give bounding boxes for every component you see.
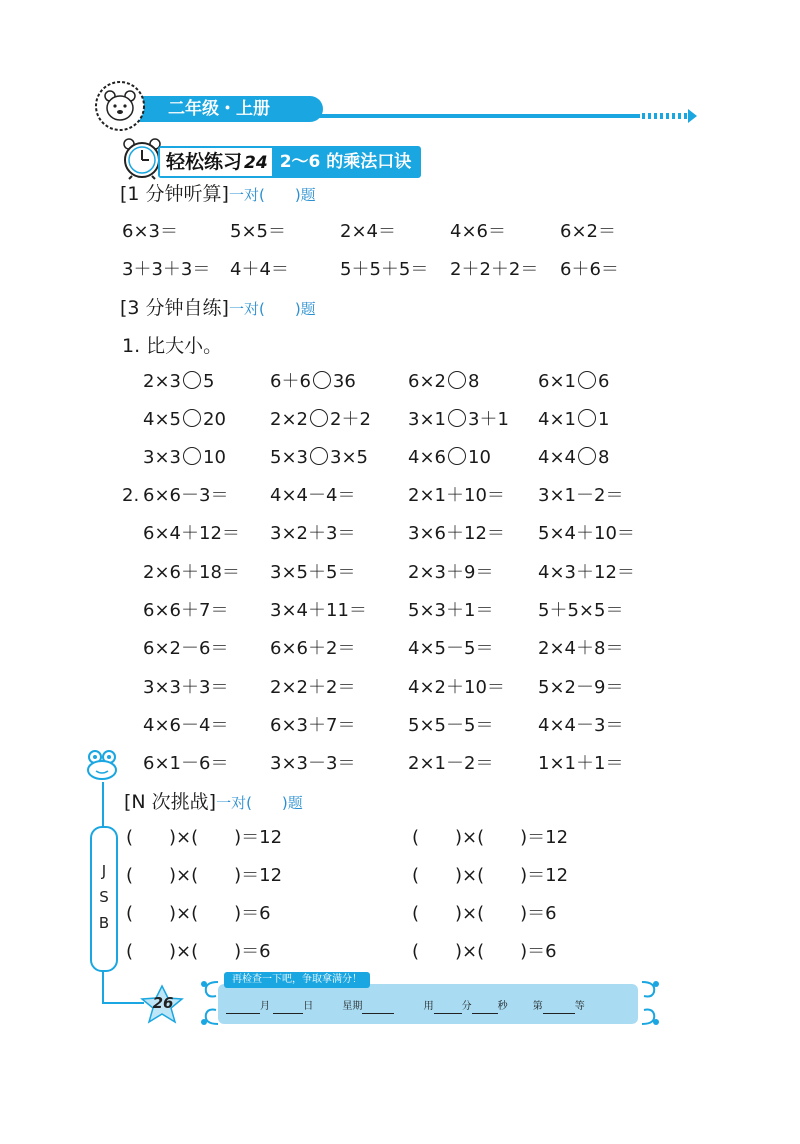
listening-problem[interactable]: 6×3＝ <box>122 221 178 242</box>
practice-heading: [3 分钟自练] <box>120 297 229 319</box>
compare-left: 2×2 <box>270 409 308 430</box>
calc-problem[interactable]: 6×3＋7＝ <box>270 715 356 736</box>
month-label: 月 <box>260 1001 270 1012</box>
practice-heading-row <box>120 296 316 321</box>
compare-problem[interactable] <box>143 370 214 394</box>
challenge-problem[interactable]: ( )×( )＝12 <box>412 827 569 848</box>
compare-problem[interactable] <box>408 370 479 394</box>
listening-problem[interactable]: 6×2＝ <box>560 221 616 242</box>
calc-problem[interactable]: 6×4＋12＝ <box>143 523 240 544</box>
lesson-topic: 2～6 的乘法口诀 <box>272 148 420 176</box>
listening-problem[interactable]: 5＋5＋5＝ <box>340 259 429 280</box>
compare-circle-blank[interactable] <box>183 409 201 427</box>
calc-problem[interactable]: 3×3－3＝ <box>270 753 356 774</box>
challenge-counter: 一对( )题 <box>216 794 303 812</box>
calc-problem[interactable]: 2×2＋2＝ <box>270 677 356 698</box>
calc-problem[interactable]: 4×2＋10＝ <box>408 677 505 698</box>
compare-problem[interactable] <box>538 446 609 470</box>
question-2-label: 2. <box>122 485 140 506</box>
compare-right: 2＋2 <box>330 409 371 430</box>
header-dash <box>642 113 688 119</box>
compare-left: 6＋6 <box>270 371 311 392</box>
compare-circle-blank[interactable] <box>448 447 466 465</box>
challenge-problem[interactable]: ( )×( )＝6 <box>126 941 271 962</box>
compare-problem[interactable] <box>538 370 609 394</box>
header-title: 二年级・上册 <box>168 99 270 119</box>
rank-blank[interactable] <box>543 1002 575 1014</box>
calc-problem[interactable]: 6×6＋7＝ <box>143 600 229 621</box>
side-line <box>102 970 104 1004</box>
compare-circle-blank[interactable] <box>310 409 328 427</box>
record-fields <box>226 1000 585 1014</box>
weekday-label: 星期 <box>342 1001 363 1012</box>
compare-circle-blank[interactable] <box>448 371 466 389</box>
compare-circle-blank[interactable] <box>183 447 201 465</box>
calc-problem[interactable]: 6×6－3＝ <box>143 485 229 506</box>
listening-counter: 一对( )题 <box>228 186 316 204</box>
listening-problem[interactable]: 2×4＝ <box>340 221 396 242</box>
compare-problem[interactable] <box>408 408 509 432</box>
day-blank[interactable] <box>273 1002 303 1014</box>
compare-right: 8 <box>598 447 610 468</box>
minutes-label: 分 <box>461 1001 472 1012</box>
listening-problem[interactable]: 2＋2＋2＝ <box>450 259 539 280</box>
month-blank[interactable] <box>226 1002 260 1014</box>
compare-problem[interactable] <box>143 446 226 470</box>
practice-counter: 一对( )题 <box>228 300 316 318</box>
compare-left: 4×5 <box>143 409 181 430</box>
day-label: 日 <box>303 1001 314 1012</box>
listening-heading: [1 分钟听算] <box>120 183 229 205</box>
header-line <box>300 114 640 118</box>
lesson-name-text: 轻松练习 <box>166 151 243 173</box>
weekday-blank[interactable] <box>362 1002 394 1014</box>
calc-problem[interactable]: 3×5＋5＝ <box>270 562 356 583</box>
listening-problem[interactable]: 3＋3＋3＝ <box>122 259 211 280</box>
compare-circle-blank[interactable] <box>448 409 466 427</box>
calc-problem[interactable]: 1×1＋1＝ <box>538 753 624 774</box>
compare-right: 36 <box>332 371 356 392</box>
listening-problem[interactable]: 4×6＝ <box>450 221 506 242</box>
compare-circle-blank[interactable] <box>313 371 331 389</box>
compare-problem[interactable] <box>143 408 226 432</box>
lesson-title <box>158 146 421 178</box>
calc-problem[interactable]: 5×5－5＝ <box>408 715 494 736</box>
challenge-problem[interactable]: ( )×( )＝12 <box>126 827 283 848</box>
rank-label: 第 <box>532 1001 543 1012</box>
compare-right: 1 <box>598 409 610 430</box>
challenge-heading: [N 次挑战] <box>124 791 217 813</box>
calc-problem[interactable]: 4×6－4＝ <box>143 715 229 736</box>
listening-problem[interactable]: 4＋4＝ <box>230 259 289 280</box>
calc-problem[interactable]: 3×2＋3＝ <box>270 523 356 544</box>
lesson-number: 24 <box>244 153 268 173</box>
compare-right: 8 <box>468 371 480 392</box>
calc-problem[interactable]: 4×4－3＝ <box>538 715 624 736</box>
page-number: 26 <box>152 994 174 1012</box>
calc-problem[interactable]: 4×5－5＝ <box>408 638 494 659</box>
calc-problem[interactable]: 2×6＋18＝ <box>143 562 240 583</box>
compare-left: 2×3 <box>143 371 181 392</box>
challenge-problem[interactable]: ( )×( )＝12 <box>126 865 283 886</box>
compare-right: 6 <box>598 371 610 392</box>
compare-left: 4×6 <box>408 447 446 468</box>
listening-problem[interactable]: 6＋6＝ <box>560 259 619 280</box>
listening-problem[interactable]: 5×5＝ <box>230 221 286 242</box>
bear-mascot-icon <box>94 80 146 132</box>
side-letter: B <box>98 914 110 932</box>
compare-circle-blank[interactable] <box>183 371 201 389</box>
compare-right: 3×5 <box>330 447 368 468</box>
lesson-name <box>160 148 272 176</box>
used-label: 用 <box>423 1001 434 1012</box>
header-arrow-icon <box>688 109 697 123</box>
calc-problem[interactable]: 5×4＋10＝ <box>538 523 635 544</box>
compare-left: 3×3 <box>143 447 181 468</box>
calc-problem[interactable]: 6×6＋2＝ <box>270 638 356 659</box>
reminder-tab: 再检查一下吧，争取拿满分！ <box>224 972 370 988</box>
side-letter: J <box>101 862 107 880</box>
compare-circle-blank[interactable] <box>578 409 596 427</box>
calc-problem[interactable]: 2×1＋10＝ <box>408 485 505 506</box>
compare-left: 5×3 <box>270 447 308 468</box>
seconds-blank[interactable] <box>472 1002 498 1014</box>
compare-left: 4×1 <box>538 409 576 430</box>
challenge-problem[interactable]: ( )×( )＝6 <box>126 903 271 924</box>
ornament-icon <box>198 1006 220 1028</box>
compare-left: 6×2 <box>408 371 446 392</box>
calc-problem[interactable]: 5×3＋1＝ <box>408 600 494 621</box>
compare-right: 20 <box>203 409 226 430</box>
compare-problem[interactable] <box>408 446 491 470</box>
side-letter: S <box>99 888 109 906</box>
calc-problem[interactable]: 3×6＋12＝ <box>408 523 505 544</box>
calc-problem[interactable]: 2×3＋9＝ <box>408 562 494 583</box>
calc-problem[interactable]: 3×1－2＝ <box>538 485 624 506</box>
compare-right: 10 <box>203 447 226 468</box>
calc-problem[interactable]: 4×4－4＝ <box>270 485 356 506</box>
compare-left: 6×1 <box>538 371 576 392</box>
compare-left: 3×1 <box>408 409 446 430</box>
challenge-problem[interactable]: ( )×( )＝12 <box>412 865 569 886</box>
calc-problem[interactable]: 2×1－2＝ <box>408 753 494 774</box>
listening-heading-row <box>120 182 316 207</box>
calc-problem[interactable]: 6×1－6＝ <box>143 753 229 774</box>
question-1-label: 1. 比大小。 <box>122 335 223 357</box>
compare-circle-blank[interactable] <box>310 447 328 465</box>
compare-problem[interactable] <box>538 408 609 432</box>
rank-suffix: 等 <box>574 1001 585 1012</box>
challenge-problem[interactable]: ( )×( )＝6 <box>412 903 557 924</box>
calc-problem[interactable]: 3×3＋3＝ <box>143 677 229 698</box>
compare-right: 5 <box>203 371 215 392</box>
side-line <box>102 782 104 826</box>
ornament-icon <box>198 978 220 1000</box>
compare-circle-blank[interactable] <box>578 447 596 465</box>
compare-right: 10 <box>468 447 491 468</box>
compare-right: 3＋1 <box>468 409 509 430</box>
compare-left: 4×4 <box>538 447 576 468</box>
ornament-icon <box>640 978 662 1000</box>
calc-problem[interactable]: 4×3＋12＝ <box>538 562 635 583</box>
challenge-problem[interactable]: ( )×( )＝6 <box>412 941 557 962</box>
seconds-label: 秒 <box>497 1001 508 1012</box>
frog-icon <box>84 748 120 782</box>
compare-problem[interactable] <box>270 370 356 394</box>
compare-problem[interactable] <box>270 446 368 470</box>
calc-problem[interactable]: 5×2－9＝ <box>538 677 624 698</box>
calc-problem[interactable]: 5＋5×5＝ <box>538 600 624 621</box>
compare-problem[interactable] <box>270 408 371 432</box>
challenge-heading-row <box>124 790 303 815</box>
minutes-blank[interactable] <box>434 1002 462 1014</box>
calc-problem[interactable]: 2×4＋8＝ <box>538 638 624 659</box>
compare-circle-blank[interactable] <box>578 371 596 389</box>
ornament-icon <box>640 1006 662 1028</box>
calc-problem[interactable]: 6×2－6＝ <box>143 638 229 659</box>
calc-problem[interactable]: 3×4＋11＝ <box>270 600 367 621</box>
